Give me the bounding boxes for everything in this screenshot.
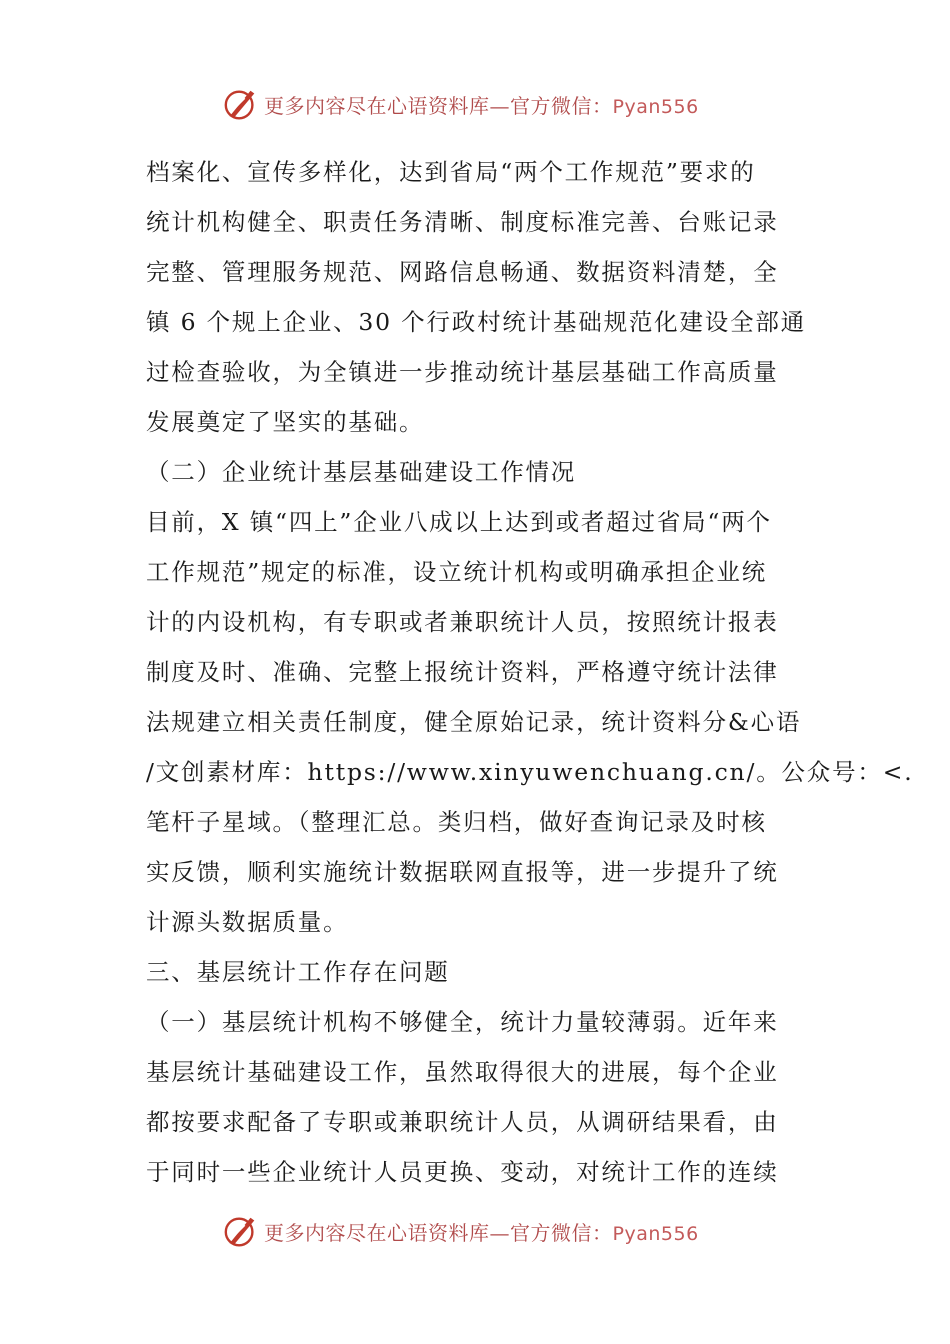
footer-banner <box>222 1211 699 1251</box>
text-line: 发展奠定了坚实的基础。 <box>146 408 425 436</box>
text-line: 基层统计基础建设工作，虽然取得很大的进展，每个企业 <box>146 1058 779 1086</box>
header-banner <box>222 84 699 124</box>
quill-pen-logo-icon <box>222 85 260 123</box>
footer-wechat-id: Pyan556 <box>612 1222 699 1245</box>
text-line: 笔杆子星域。（整理汇总。类归档，做好查询记录及时核 <box>146 808 767 836</box>
text-line: 目前，X 镇“四上”企业八成以上达到或者超过省局“两个 <box>146 508 772 536</box>
text-line: 统计机构健全、职责任务清晰、制度标准完善、台账记录 <box>146 208 779 236</box>
text-line: 档案化、宣传多样化，达到省局“两个工作规范”要求的 <box>146 158 756 186</box>
text-line: /文创素材库：https://www.xinyuwenchuang.cn/。公众号：<. <box>146 758 914 786</box>
text-line: 镇 6 个规上企业、30 个行政村统计基础规范化建设全部通 <box>146 308 806 336</box>
footer-banner-label: 更多内容尽在心语资料库—官方微信： <box>264 1220 613 1245</box>
footer-banner-text <box>264 1217 699 1246</box>
header-banner-text <box>264 90 699 119</box>
text-line: 都按要求配备了专职或兼职统计人员，从调研结果看，由 <box>146 1108 779 1136</box>
text-line: 过检查验收，为全镇进一步推动统计基层基础工作高质量 <box>146 358 779 386</box>
text-line: 计源头数据质量。 <box>146 908 349 936</box>
header-wechat-id: Pyan556 <box>612 95 699 118</box>
text-line: 法规建立相关责任制度，健全原始记录，统计资料分&心语 <box>146 708 802 736</box>
document-body <box>146 147 914 1197</box>
text-line: （二）企业统计基层基础建设工作情况 <box>146 458 577 486</box>
quill-pen-logo-icon <box>222 1212 260 1250</box>
text-line: 于同时一些企业统计人员更换、变动，对统计工作的连续 <box>146 1158 779 1186</box>
text-line: 计的内设机构，有专职或者兼职统计人员，按照统计报表 <box>146 608 779 636</box>
header-banner-label: 更多内容尽在心语资料库—官方微信： <box>264 93 613 118</box>
text-line: 制度及时、准确、完整上报统计资料，严格遵守统计法律 <box>146 658 779 686</box>
text-line: 完整、管理服务规范、网路信息畅通、数据资料清楚，全 <box>146 258 779 286</box>
text-line: （一）基层统计机构不够健全，统计力量较薄弱。近年来 <box>146 1008 779 1036</box>
text-line: 实反馈，顺利实施统计数据联网直报等，进一步提升了统 <box>146 858 779 886</box>
text-line: 三、基层统计工作存在问题 <box>146 958 450 986</box>
text-line: 工作规范”规定的标准，设立统计机构或明确承担企业统 <box>146 558 768 586</box>
